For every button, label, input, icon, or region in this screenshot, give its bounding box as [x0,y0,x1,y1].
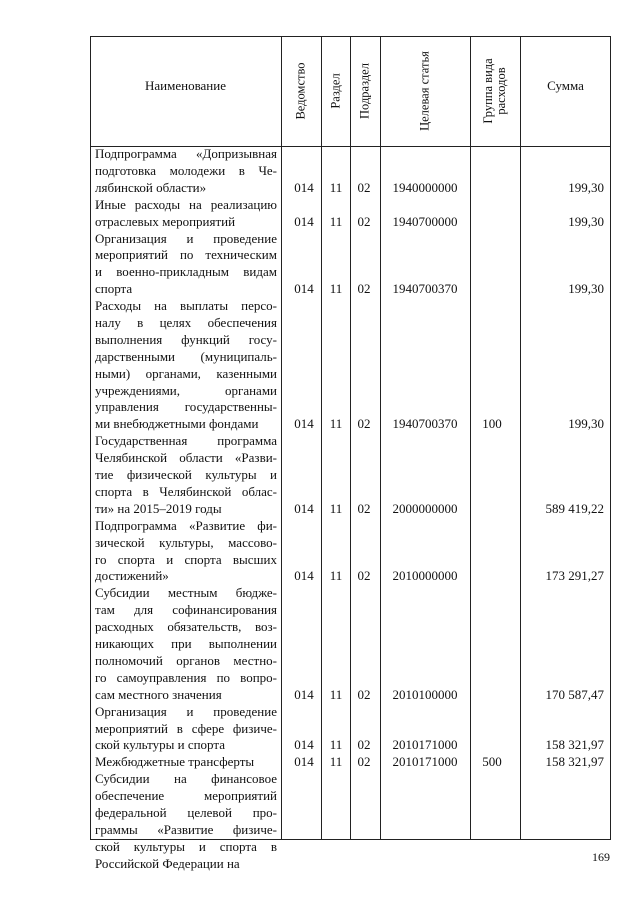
row-name-line: Подпрограмма «Допризывная [95,146,277,161]
podrazdel-cell: 02 [357,737,371,753]
row-name-line: ской культуры и спорта в [95,838,277,854]
celevaya-statya-cell: 2000000000 [392,500,458,516]
podrazdel-cell: 02 [357,213,371,229]
podrazdel-cell: 02 [357,281,371,297]
row-name-line: расходных обязательств, воз- [95,619,277,635]
gruppa-cell: 500 [482,754,502,770]
row-name [95,518,277,586]
table-row [90,433,611,518]
vedomstvo-cell: 014 [294,416,314,432]
row-name-line: го самоуправления по вопро- [95,669,277,685]
row-name [95,197,277,231]
table-row [90,298,611,433]
row-name-line: Субсидии на финансовое [95,771,277,787]
row-name-line: обеспечение мероприятий [95,788,277,804]
table-row [90,704,611,755]
summa-cell: 199,30 [568,416,604,432]
row-name-line: Государственная программа [95,433,277,449]
row-name [95,433,277,517]
header-razdel: Раздел [328,73,343,109]
vedomstvo-cell: 014 [294,500,314,516]
row-name-line: Организация и проведение [95,703,277,719]
row-name-line: Организация и проведение [95,230,277,246]
row-name-line: Челябинской области «Разви- [95,450,277,466]
razdel-cell: 11 [329,737,343,753]
header-celevaya-statya: Целевая статья [417,51,432,131]
row-name [95,231,277,299]
celevaya-statya-cell: 2010171000 [392,737,458,753]
vedomstvo-cell: 014 [294,686,314,702]
header-gruppa-vida-raskhodov [482,58,508,123]
row-name-line: ными) органами, казенными [95,365,277,381]
row-name-line: спорта [95,281,133,297]
table-row [90,754,611,771]
header-name: Наименование [145,78,226,93]
row-name-line: граммы «Развитие физиче- [95,821,277,837]
razdel-cell: 11 [329,754,343,770]
row-name-line: отраслевых мероприятий [95,213,236,229]
vedomstvo-cell: 014 [294,568,314,584]
row-name [95,298,277,433]
row-name-line: Субсидии местным бюдже- [95,585,277,601]
table-row [90,146,611,197]
celevaya-statya-cell: 1940700370 [392,416,458,432]
summa-cell: 199,30 [568,281,604,297]
summa-cell: 589 419,22 [545,500,604,516]
summa-cell: 173 291,27 [545,568,604,584]
row-name-line: Иные расходы на реализацию [95,196,277,212]
podrazdel-cell: 02 [357,179,371,195]
row-name [95,754,277,771]
row-name-line: налу в целях обеспечения [95,314,277,330]
row-name [95,146,277,197]
row-name-line: никающих при выполнении [95,636,277,652]
row-name-line: ми внебюджетными фондами [95,416,259,432]
razdel-cell: 11 [329,213,343,229]
row-name-line: мероприятий в сфере физиче- [95,720,277,736]
row-name [95,704,277,755]
celevaya-statya-cell: 2010171000 [392,754,458,770]
razdel-cell: 11 [329,281,343,297]
summa-cell: 158 321,97 [545,754,604,770]
podrazdel-cell: 02 [357,686,371,702]
row-name [95,585,277,703]
celevaya-statya-cell: 2010000000 [392,568,458,584]
row-name-line: тие физической культуры и [95,467,277,483]
row-name-line: лябинской области» [95,179,207,195]
row-name-line: Расходы на выплаты персо- [95,298,277,314]
row-name-line: го спорта и спорта высших [95,551,277,567]
row-name-line: Межбюджетные трансферты [95,754,255,770]
table-row [90,197,611,231]
table-row [90,231,611,299]
summa-cell: 199,30 [568,213,604,229]
row-name-line: подготовка молодежи в Че- [95,162,277,178]
podrazdel-cell: 02 [357,754,371,770]
header-podrazdel: Подраздел [357,63,372,119]
vedomstvo-cell: 014 [294,213,314,229]
vedomstvo-cell: 014 [294,179,314,195]
table-row [90,585,611,703]
vedomstvo-cell: 014 [294,737,314,753]
summa-cell: 170 587,47 [545,686,604,702]
podrazdel-cell: 02 [357,416,371,432]
razdel-cell: 11 [329,500,343,516]
razdel-cell: 11 [329,179,343,195]
celevaya-statya-cell: 1940000000 [392,179,458,195]
header-vedomstvo: Ведомство [293,62,308,120]
row-name-line: ти» на 2015–2019 годы [95,500,222,516]
celevaya-statya-cell: 1940700000 [392,213,458,229]
row-name [95,771,277,872]
summa-cell: 158 321,97 [545,737,604,753]
summa-cell: 199,30 [568,179,604,195]
razdel-cell: 11 [329,686,343,702]
row-name-line: там для софинансирования [95,602,277,618]
row-name-line: дарственными (муниципаль- [95,348,277,364]
row-name-line: сам местного значения [95,686,222,702]
celevaya-statya-cell: 2010100000 [392,686,458,702]
table-row [90,771,611,872]
celevaya-statya-cell: 1940700370 [392,281,458,297]
table-row [90,518,611,586]
row-name-line: спорта в Челябинской облас- [95,483,277,499]
row-name-line: достижений» [95,568,169,584]
podrazdel-cell: 02 [357,500,371,516]
row-name-line: Подпрограмма «Развитие фи- [95,517,277,533]
row-name-line: федеральной целевой про- [95,805,277,821]
row-name-line: мероприятий по техническим [95,247,277,263]
page-number: 169 [592,850,610,864]
razdel-cell: 11 [329,568,343,584]
header-gruppa-line2: расходов [494,67,508,115]
row-name-line: управления государственны- [95,399,277,415]
row-name-line: учреждениями, органами [95,382,277,398]
row-name-line: выполнения функций госу- [95,331,277,347]
razdel-cell: 11 [329,416,343,432]
gruppa-cell: 100 [482,416,502,432]
podrazdel-cell: 02 [357,568,371,584]
row-name-line: Российской Федерации на [95,855,240,871]
row-name-line: и военно-прикладным видам [95,264,277,280]
vedomstvo-cell: 014 [294,754,314,770]
header-summa: Сумма [547,78,584,93]
row-name-line: полномочий органов местно- [95,652,277,668]
row-name-line: зической культуры, массово- [95,534,277,550]
header-gruppa-line1: Группа вида [481,58,495,124]
vedomstvo-cell: 014 [294,281,314,297]
row-name-line: ской культуры и спорта [95,737,225,753]
